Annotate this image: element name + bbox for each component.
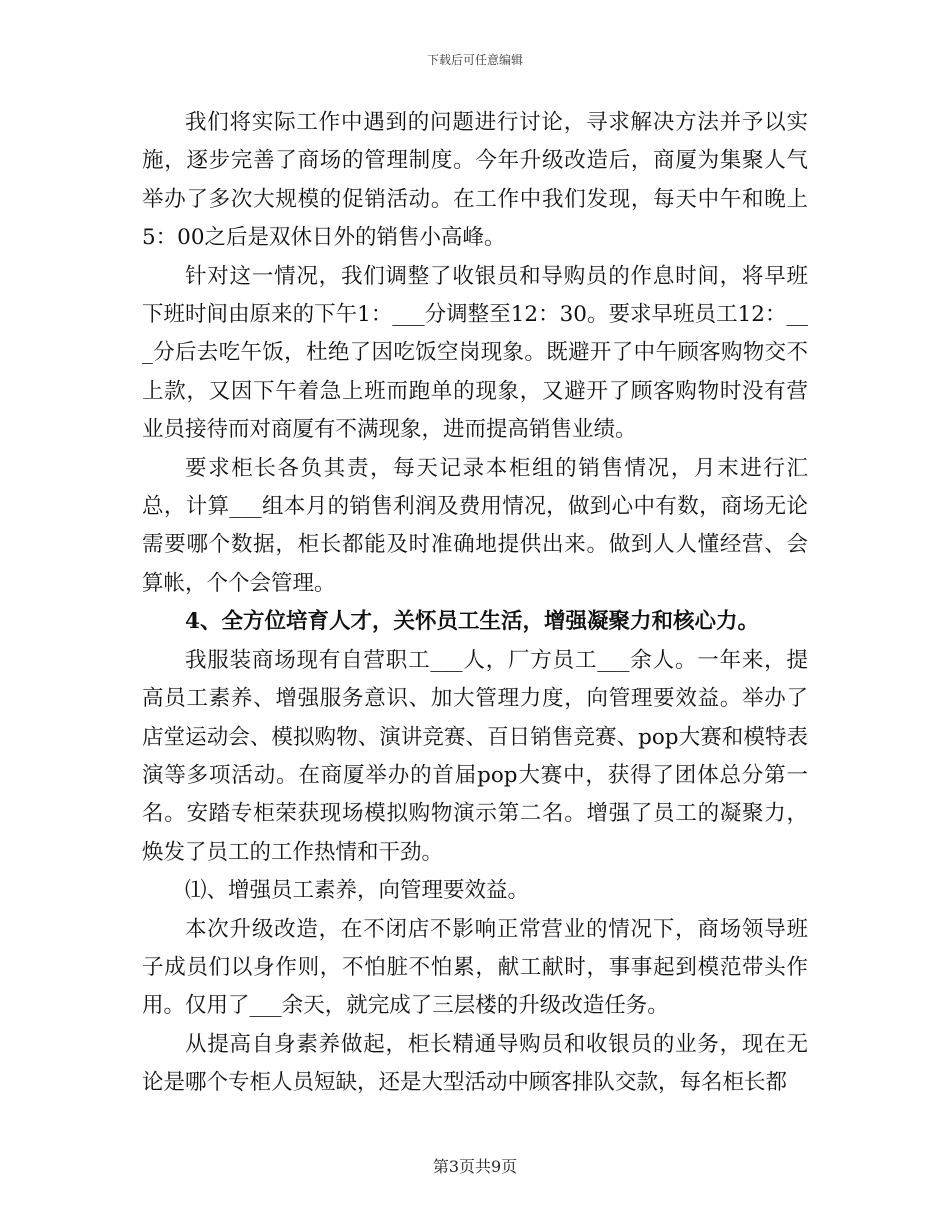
paragraph-6: 从提高自身素养做起，柜长精通导购员和收银员的业务，现在无论是哪个专柜人员短缺，还是大型活动中顾客排队交款，每名柜长都 (142, 1031, 808, 1096)
page-header-note: 下载后可任意编辑 (426, 53, 523, 67)
paragraph-4: 我服装商场现有自营职工___人，厂方员工___余人。一年来，提高员工素养、增强服务意识、加大管理力度，向管理要效益。举办了店堂运动会、模拟购物、演讲竞赛、百日销售竞赛、pop大赛和模特表演等多项活动。在商厦举办的首届pop大赛中，获得了团体总分第一名。安踏专柜荣获现场模拟购物演示第二名。增强了员工的凝聚力，焕发了员工的工作热情和干劲。 (142, 647, 808, 865)
subsection-heading-1: ⑴、增强员工素养，向管理要效益。 (185, 878, 530, 904)
paragraph-5: 本次升级改造，在不闭店不影响正常营业的情况下，商场领导班子成员们以身作则，不怕脏不怕累，献工献时，事事起到模范带头作用。仅用了___余天，就完成了三层楼的升级改造任务。 (142, 916, 808, 1019)
paragraph-2: 针对这一情况，我们调整了收银员和导购员的作息时间，将早班下班时间由原来的下午1：___分调整至12：30。要求早班员工12：___分后去吃午饭，杜绝了因吃饭空岗现象。既避开了中午顾客购物交不上款，又因下午着急上班而跑单的现象，又避开了顾客购物时没有营业员接待而对商厦有不满现象，进而提高销售业绩。 (142, 263, 808, 443)
document-body (142, 104, 808, 1103)
paragraph-3: 要求柜长各负其责，每天记录本柜组的销售情况，月末进行汇总，计算___组本月的销售利润及费用情况，做到心中有数，商场无论需要哪个数据，柜长都能及时准确地提供出来。做到人人懂经营、会算帐，个个会管理。 (142, 455, 808, 596)
page-number-footer: 第3页共9页 (432, 1157, 518, 1176)
section-heading-4: 4、全方位培育人才，关怀员工生活，增强凝聚力和核心力。 (185, 609, 759, 635)
paragraph-1: 我们将实际工作中遇到的问题进行讨论，寻求解决方法并予以实施，逐步完善了商场的管理制度。今年升级改造后，商厦为集聚人气举办了多次大规模的促销活动。在工作中我们发现，每天中午和晚上5：00之后是双休日外的销售小高峰。 (142, 110, 808, 251)
